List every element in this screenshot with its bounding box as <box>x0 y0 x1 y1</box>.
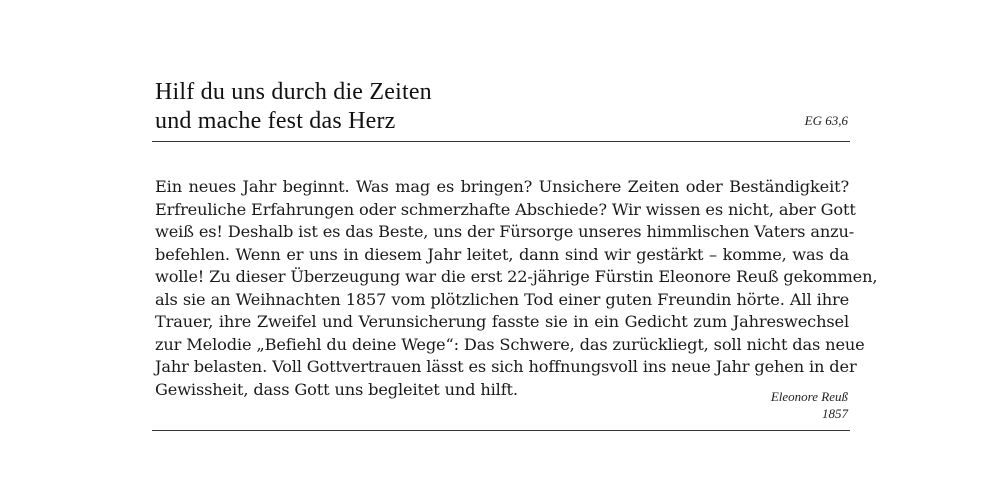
body-line: wolle! Zu dieser Überzeugung war die erst 22-jährige Fürstin Eleonore Reuß gekommen, <box>155 267 878 286</box>
body-line: befehlen. Wenn er uns in diesem Jahr leitet, dann sind wir gestärkt – komme, was da <box>155 244 849 264</box>
title-line-2: und mache fest das Herz <box>155 108 396 134</box>
body-line: Jahr belasten. Voll Gottvertrauen lässt es sich hoffnungsvoll ins neue Jahr gehen in der <box>155 357 857 376</box>
body-line: Trauer, ihre Zweifel und Verunsicherung fasste sie in ein Gedicht zum Jahreswechsel <box>155 312 849 331</box>
author-year: 1857 <box>822 406 848 421</box>
body-line: als sie an Weihnachten 1857 vom plötzlichen Tod einer guten Freundin hörte. All ihre <box>155 289 849 309</box>
author-attribution <box>771 388 848 422</box>
body-paragraph <box>155 176 878 401</box>
bottom-divider <box>152 430 850 431</box>
title-line-1: Hilf du uns durch die Zeiten <box>155 79 432 105</box>
body-line: Gewissheit, dass Gott uns begleitet und hilft. <box>155 379 518 399</box>
body-line: Erfreuliche Erfahrungen oder schmerzhafte Abschiede? Wir wissen es nicht, aber Gott <box>155 199 856 219</box>
page-title <box>155 78 432 136</box>
body-line: zur Melodie „Befiehl du deine Wege“: Das Schwere, das zurückliegt, soll nicht das neue <box>155 334 865 354</box>
author-name: Eleonore Reuß <box>770 389 848 404</box>
body-line: weiß es! Deshalb ist es das Beste, uns der Fürsorge unseres himmlischen Vaters anzu- <box>155 222 855 241</box>
top-divider <box>152 141 850 142</box>
body-line: Ein neues Jahr beginnt. Was mag es bringen? Unsichere Zeiten oder Beständigkeit? <box>155 177 849 196</box>
hymn-reference: EG 63,6 <box>804 113 848 128</box>
